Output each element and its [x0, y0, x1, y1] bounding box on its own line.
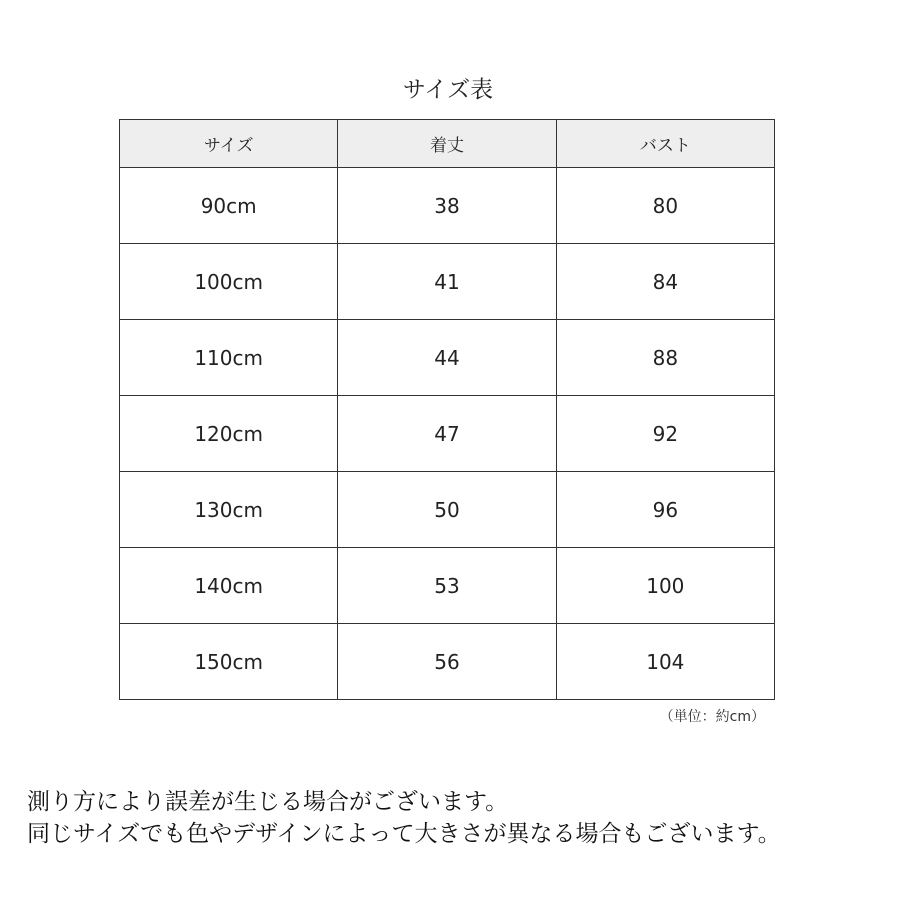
- unit-note: （単位：約cm）: [659, 709, 765, 725]
- size-table: [119, 119, 775, 700]
- cell-bust: 100: [556, 548, 774, 624]
- table-row: [120, 320, 775, 396]
- column-header-size: サイズ: [120, 120, 338, 168]
- cell-bust: 80: [556, 168, 774, 244]
- cell-size: 110cm: [120, 320, 338, 396]
- cell-size: 90cm: [120, 168, 338, 244]
- cell-length: 41: [338, 244, 556, 320]
- cell-bust: 92: [556, 396, 774, 472]
- note-line: 同じサイズでも色やデザインによって大きさが異なる場合もございます。: [27, 821, 781, 847]
- page-title: サイズ表: [402, 77, 494, 103]
- table-row: [120, 244, 775, 320]
- table-row: [120, 548, 775, 624]
- cell-bust: 84: [556, 244, 774, 320]
- cell-bust: 104: [556, 624, 774, 700]
- table-row: [120, 472, 775, 548]
- table-row: [120, 396, 775, 472]
- cell-length: 44: [338, 320, 556, 396]
- column-header-bust: バスト: [556, 120, 774, 168]
- cell-length: 56: [338, 624, 556, 700]
- cell-size: 120cm: [120, 396, 338, 472]
- cell-bust: 88: [556, 320, 774, 396]
- notes-block: [27, 786, 887, 850]
- cell-size: 150cm: [120, 624, 338, 700]
- cell-size: 130cm: [120, 472, 338, 548]
- cell-size: 100cm: [120, 244, 338, 320]
- cell-length: 50: [338, 472, 556, 548]
- cell-size: 140cm: [120, 548, 338, 624]
- cell-length: 53: [338, 548, 556, 624]
- note-line: 測り方により誤差が生じる場合がございます。: [27, 789, 509, 815]
- cell-bust: 96: [556, 472, 774, 548]
- table-row: [120, 168, 775, 244]
- column-header-length: 着丈: [338, 120, 556, 168]
- cell-length: 38: [338, 168, 556, 244]
- table-header-row: [120, 120, 775, 168]
- table-row: [120, 624, 775, 700]
- cell-length: 47: [338, 396, 556, 472]
